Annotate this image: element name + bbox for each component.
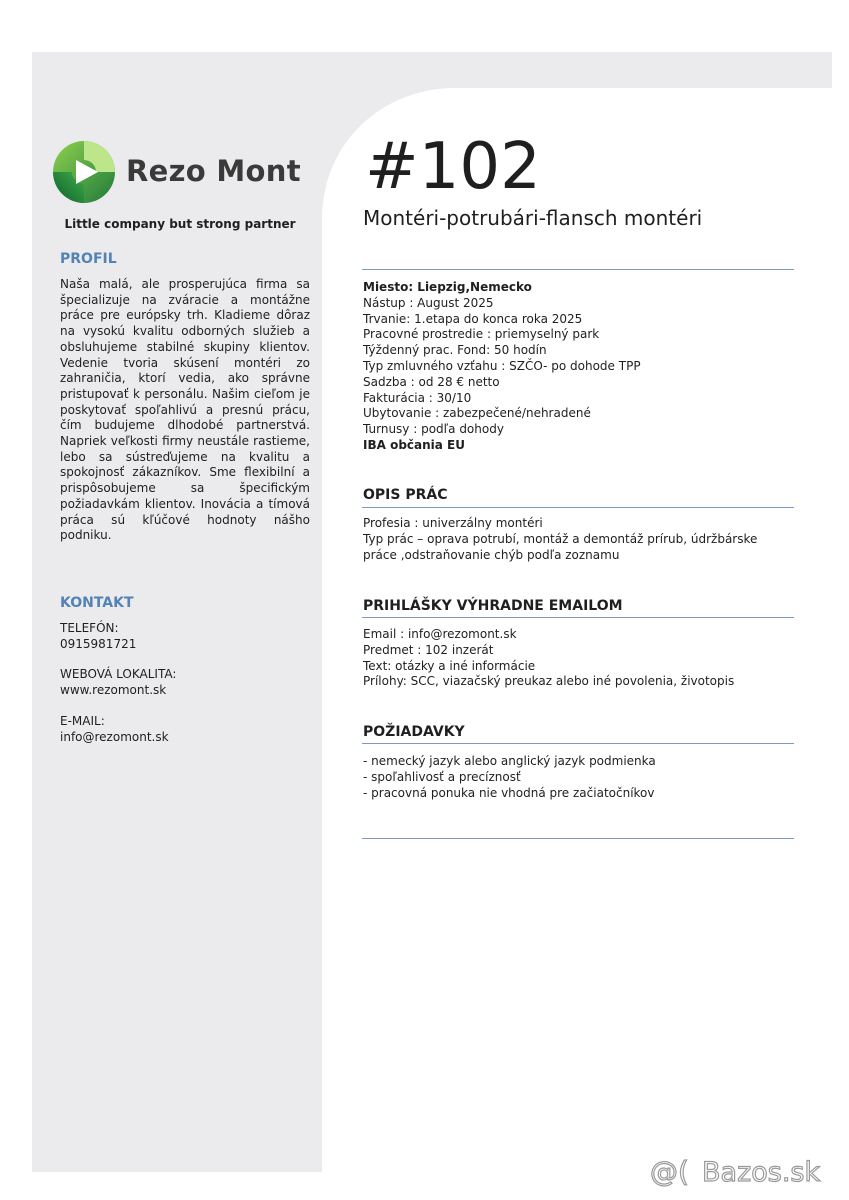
prihlasky-line: Email : info@rezomont.sk [363, 627, 517, 641]
prihlasky-heading: PRIHLÁŠKY VÝHRADNE EMAILOM [363, 598, 623, 614]
profil-text [60, 277, 310, 544]
email-label: E-MAIL: [60, 713, 105, 728]
divider [362, 507, 794, 508]
detail-line: Trvanie: 1.etapa do konca roka 2025 [363, 311, 583, 326]
detail-line: Typ zmluvného vzťahu : SZČO- po dohode TPP [363, 358, 641, 373]
divider [362, 838, 794, 839]
opis-line: Profesia : univerzálny montéri [363, 516, 543, 530]
phone-label: TELEFÓN: [60, 621, 119, 635]
detail-line: Turnusy : podľa dohody [363, 422, 504, 437]
opis-block [363, 516, 793, 563]
divider [362, 269, 794, 270]
rezo-mont-logo [52, 140, 116, 204]
divider [362, 743, 794, 744]
detail-line: Týždenný prac. Fond: 50 hodín [363, 343, 547, 358]
detail-line: IBA občania EU [363, 437, 465, 452]
profil-paragraph: Naša malá, ale prosperujúca firma sa špecializuje na zváracie a montážne práce pre európsky trh. Kladieme dôraz na vysokú kvalitu odborných služieb a obsluhujeme stabilné skupiny klientov. Vedenie tvoria skúsení montéri zo zahraničia, ktorí vedia, ako správne pristupovať k personálu. Našim cieľom je poskytovať spoľahlivú a presnú prácu, čím budujeme dlhodobé partnerstvá. Napriek veľkosti firmy neustále rastieme, lebo sa sústreďujeme na kvalitu a spokojnosť zákazníkov. Sme flexibilní a prispôsobujeme sa špecifickým požiadavkám klientov. Inovácia a tímová práca sú kľúčové hodnoty nášho podniku. [60, 277, 310, 543]
watermark-text: Bazos.sk [702, 1157, 821, 1188]
opis-heading: OPIS PRÁC [363, 487, 448, 503]
poziadavky-heading: POŽIADAVKY [363, 724, 465, 740]
kontakt-block [60, 621, 310, 745]
detail-line: Nástup : August 2025 [363, 295, 494, 310]
bazos-watermark [648, 1150, 843, 1192]
divider [362, 617, 794, 618]
brand-tagline: Little company but strong partner [64, 217, 296, 231]
prihlasky-line: Prílohy: SCC, viazačský preukaz alebo iné povolenia, životopis [363, 674, 735, 689]
poziadavky-line: - pracovná ponuka nie vhodná pre začiatočníkov [363, 785, 655, 800]
detail-line: Miesto: Liepzig,Nemecko [363, 280, 532, 294]
web-label: WEBOVÁ LOKALITA: [60, 667, 177, 682]
poziadavky-line: - spoľahlivosť a precíznosť [363, 769, 521, 784]
job-details [363, 280, 793, 454]
detail-line: Fakturácia : 30/10 [363, 390, 472, 405]
profil-heading: PROFIL [60, 251, 117, 267]
detail-line: Sadzba : od 28 € netto [363, 374, 500, 389]
kontakt-heading: KONTAKT [60, 595, 134, 611]
prihlasky-line: Predmet : 102 inzerát [363, 642, 494, 657]
web-value[interactable]: www.rezomont.sk [60, 683, 167, 698]
at-icon: @( [650, 1155, 689, 1188]
poziadavky-line: - nemecký jazyk alebo anglický jazyk podmienka [363, 754, 656, 768]
opis-line: Typ prác – oprava potrubí, montáž a demontáž prírub, údržbárske práce ,odstraňovanie chýb podľa zoznamu [363, 531, 758, 562]
prihlasky-block [363, 627, 793, 690]
phone-value[interactable]: 0915981721 [60, 636, 137, 651]
email-value[interactable]: info@rezomont.sk [60, 729, 169, 744]
detail-line: Pracovné prostredie : priemyselný park [363, 327, 600, 342]
job-title: Montéri-potrubári-flansch montéri [363, 206, 703, 230]
poziadavky-block [363, 754, 793, 801]
brand-name: Rezo Mont [126, 154, 301, 188]
prihlasky-line: Text: otázky a iné informácie [363, 658, 536, 673]
detail-line: Ubytovanie : zabezpečené/nehradené [363, 406, 591, 421]
job-number: #102 [365, 130, 541, 204]
